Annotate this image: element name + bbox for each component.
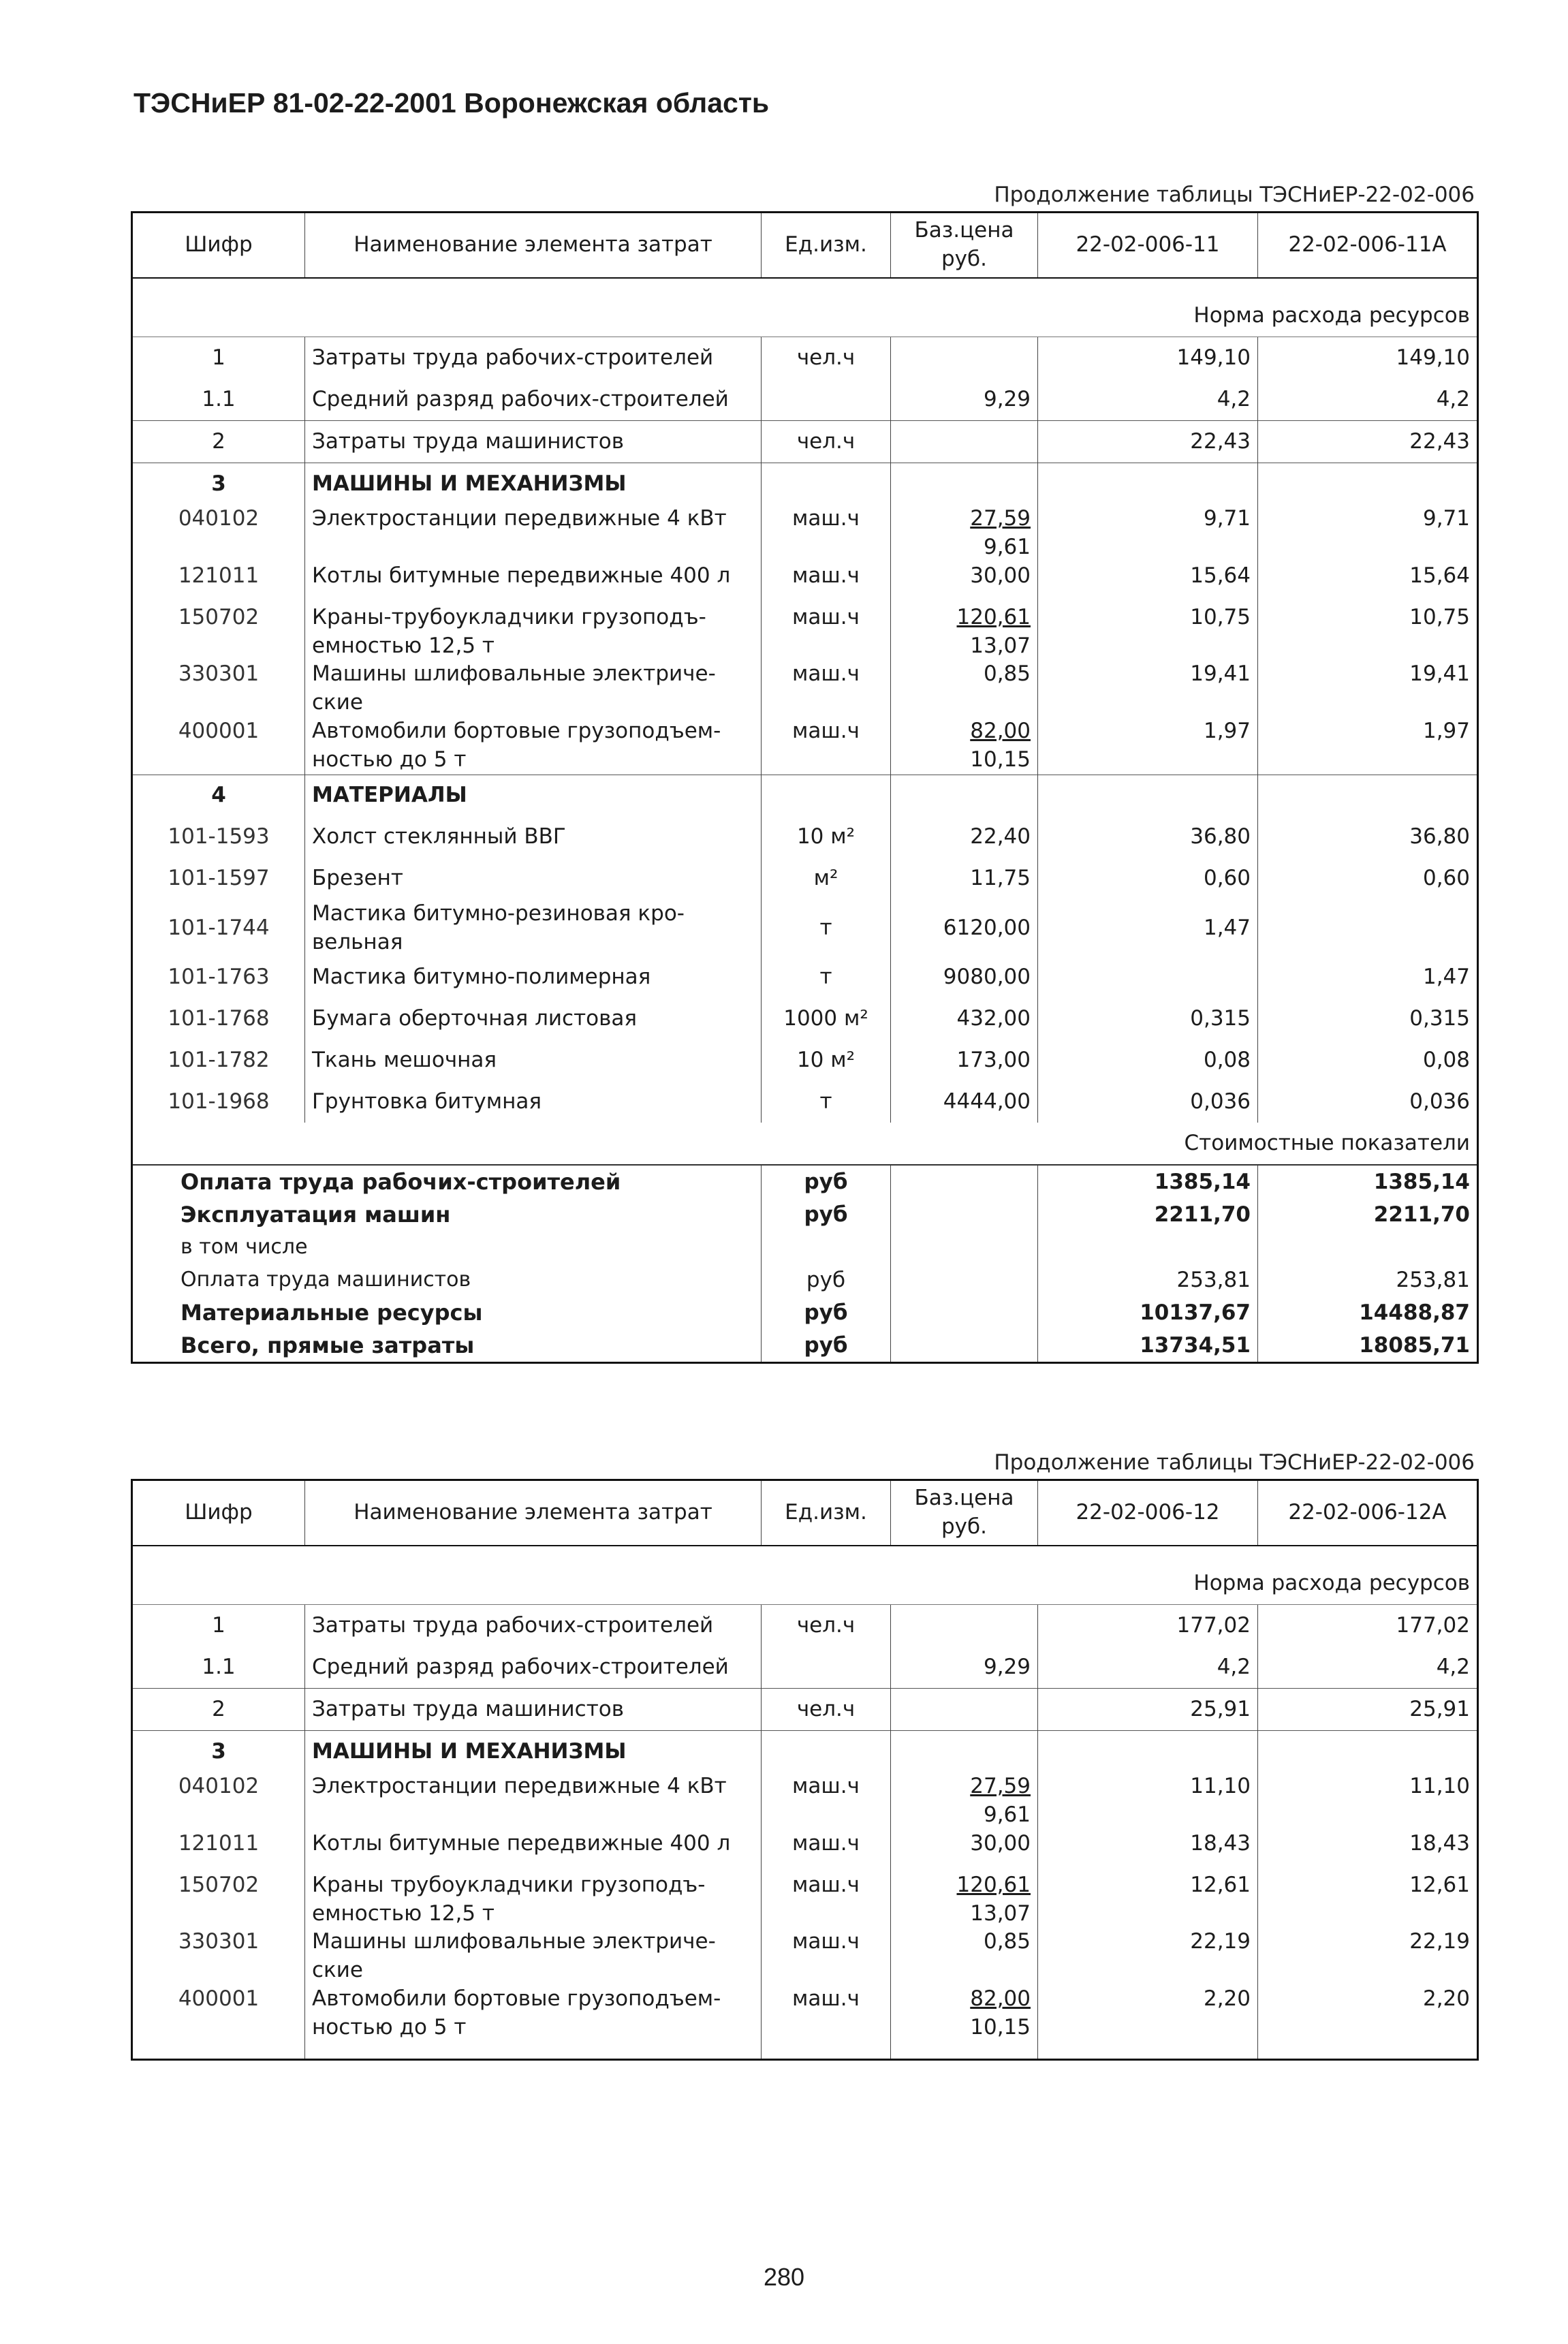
cost-name: Материальные ресурсы <box>132 1296 762 1329</box>
row-name: Холст стеклянный ВВГ <box>305 817 762 858</box>
base-price-machinist: 9,61 <box>983 534 1031 559</box>
base-price-cell <box>891 1871 1038 1928</box>
cost-name: Оплата труда рабочих-строителей <box>132 1165 762 1198</box>
empty-cell <box>891 1296 1038 1329</box>
section-row <box>132 463 1478 505</box>
row-name: Затраты труда рабочих-строителей <box>305 1605 762 1647</box>
cost-row <box>132 1329 1478 1363</box>
value-col-1: 1,97 <box>1038 717 1258 775</box>
table-caption: Стоимостные показатели <box>132 1123 1478 1165</box>
row-code: 1 <box>132 1605 305 1647</box>
row-name: Мастика битумно-полимерная <box>305 956 762 998</box>
row-unit: маш.ч <box>762 1928 891 1985</box>
cost-unit: руб <box>762 1329 891 1363</box>
base-price: 0,85 <box>983 1929 1031 1954</box>
value-col-1: 12,61 <box>1038 1871 1258 1928</box>
value-col-2: 0,60 <box>1258 858 1478 900</box>
row-name: Затраты труда машинистов <box>305 421 762 463</box>
cost-value-2: 2211,70 <box>1258 1198 1478 1231</box>
row-code: 101-1968 <box>132 1081 305 1123</box>
header-unit: Ед.изм. <box>762 1480 891 1546</box>
value-col-1: 18,43 <box>1038 1830 1258 1871</box>
base-price-machinist: 13,07 <box>970 1901 1031 1926</box>
row-unit: маш.ч <box>762 1830 891 1871</box>
row-name: Электростанции передвижные 4 кВт <box>305 505 762 562</box>
row-code: 101-1768 <box>132 998 305 1040</box>
row-name: Краны-трубоукладчики грузоподъ-емностью 12,5 т <box>305 604 762 661</box>
value-col-2: 2,20 <box>1258 1985 1478 2042</box>
empty-cell <box>891 1165 1038 1198</box>
base-price: 432,00 <box>891 998 1038 1040</box>
table-row <box>132 562 1478 604</box>
value-col-2: 19,41 <box>1258 660 1478 717</box>
empty-cell <box>762 1731 891 1773</box>
value-col-2: 1,47 <box>1258 956 1478 998</box>
row-code: 2 <box>132 1689 305 1731</box>
row-name: Машины шлифовальные электриче-ские <box>305 660 762 717</box>
table-row <box>132 1871 1478 1928</box>
table-row <box>132 717 1478 775</box>
value-col-1: 22,43 <box>1038 421 1258 463</box>
value-col-1: 149,10 <box>1038 337 1258 379</box>
row-name: Котлы битумные передвижные 400 л <box>305 562 762 604</box>
row-code: 101-1593 <box>132 817 305 858</box>
empty-cell <box>305 2042 762 2060</box>
value-col-2: 36,80 <box>1258 817 1478 858</box>
row-name: Средний разряд рабочих-строителей <box>305 379 762 421</box>
value-col-1: 36,80 <box>1038 817 1258 858</box>
value-col-1: 1,47 <box>1038 900 1258 957</box>
row-unit: маш.ч <box>762 505 891 562</box>
empty-cell <box>1038 1731 1258 1773</box>
base-price-cell <box>891 562 1038 604</box>
base-price-cell <box>891 1830 1038 1871</box>
empty-cell <box>1258 463 1478 505</box>
table-row <box>132 1928 1478 1985</box>
value-col-2: 9,71 <box>1258 505 1478 562</box>
value-col-2: 0,036 <box>1258 1081 1478 1123</box>
row-name: Затраты труда машинистов <box>305 1689 762 1731</box>
empty-cell <box>891 2042 1038 2060</box>
spacer-row <box>132 278 1478 295</box>
base-price: 6120,00 <box>891 900 1038 957</box>
value-col-2: 15,64 <box>1258 562 1478 604</box>
table-row <box>132 900 1478 957</box>
cost-name: Эксплуатация машин <box>132 1198 762 1231</box>
cost-value-1: 253,81 <box>1038 1264 1258 1296</box>
header-base-price: Баз.цена руб. <box>891 1480 1038 1546</box>
row-name: Грунтовка битумная <box>305 1081 762 1123</box>
empty-cell <box>891 1264 1038 1296</box>
header-unit: Ед.изм. <box>762 213 891 279</box>
resource-table-1 <box>131 211 1479 1364</box>
row-unit: т <box>762 1081 891 1123</box>
value-col-1: 177,02 <box>1038 1605 1258 1647</box>
table-row <box>132 379 1478 421</box>
base-price: 120,61 <box>956 1872 1031 1897</box>
value-col-1: 0,315 <box>1038 998 1258 1040</box>
base-price: 30,00 <box>970 563 1031 588</box>
row-code: 400001 <box>132 717 305 775</box>
empty-cell <box>891 775 1038 817</box>
table-row <box>132 998 1478 1040</box>
base-price <box>891 421 1038 463</box>
section-row <box>132 775 1478 817</box>
header-name: Наименование элемента затрат <box>305 1480 762 1546</box>
table-row <box>132 604 1478 661</box>
base-price: 82,00 <box>970 1986 1031 2012</box>
header-col-2: 22-02-006-11А <box>1258 213 1478 279</box>
value-col-1: 0,036 <box>1038 1081 1258 1123</box>
empty-cell <box>891 1329 1038 1363</box>
cost-value-2: 14488,87 <box>1258 1296 1478 1329</box>
empty-cell <box>1258 775 1478 817</box>
cost-name: в том числе <box>132 1231 762 1264</box>
row-unit: т <box>762 900 891 957</box>
empty-cell <box>132 2042 305 2060</box>
header-row <box>132 213 1478 279</box>
table-row <box>132 1040 1478 1081</box>
row-unit <box>762 379 891 421</box>
cost-unit: руб <box>762 1264 891 1296</box>
table-row <box>132 1772 1478 1830</box>
table-caption: Норма расхода ресурсов <box>132 1563 1478 1605</box>
table-row <box>132 660 1478 717</box>
row-unit: чел.ч <box>762 421 891 463</box>
row-unit: маш.ч <box>762 660 891 717</box>
cost-value-1: 2211,70 <box>1038 1198 1258 1231</box>
cost-value-2 <box>1258 1231 1478 1264</box>
spacer <box>132 278 1478 295</box>
value-col-1 <box>1038 956 1258 998</box>
cost-unit <box>762 1231 891 1264</box>
spacer-row <box>132 2042 1478 2060</box>
row-unit: чел.ч <box>762 337 891 379</box>
table-row <box>132 1081 1478 1123</box>
cost-value-2: 1385,14 <box>1258 1165 1478 1198</box>
base-price-machinist: 10,15 <box>970 2014 1031 2040</box>
empty-cell <box>762 2042 891 2060</box>
value-col-1: 19,41 <box>1038 660 1258 717</box>
base-price-cell <box>891 604 1038 661</box>
cost-value-2: 253,81 <box>1258 1264 1478 1296</box>
value-col-1: 4,2 <box>1038 379 1258 421</box>
caption-row <box>132 295 1478 337</box>
cost-value-2: 18085,71 <box>1258 1329 1478 1363</box>
header-col-2: 22-02-006-12А <box>1258 1480 1478 1546</box>
cost-row <box>132 1231 1478 1264</box>
cost-unit: руб <box>762 1198 891 1231</box>
value-col-1: 9,71 <box>1038 505 1258 562</box>
table-row <box>132 1646 1478 1689</box>
row-unit: чел.ч <box>762 1689 891 1731</box>
row-code: 400001 <box>132 1985 305 2042</box>
empty-cell <box>891 463 1038 505</box>
header-col-1: 22-02-006-11 <box>1038 213 1258 279</box>
value-col-1: 22,19 <box>1038 1928 1258 1985</box>
base-price: 9,29 <box>891 379 1038 421</box>
header-row <box>132 1480 1478 1546</box>
base-price-cell <box>891 717 1038 775</box>
base-price: 27,59 <box>970 506 1031 531</box>
row-code: 150702 <box>132 1871 305 1928</box>
spacer-row <box>132 1546 1478 1563</box>
row-code: 101-1763 <box>132 956 305 998</box>
caption-row <box>132 1123 1478 1165</box>
row-name: Электростанции передвижные 4 кВт <box>305 1772 762 1830</box>
row-code: 040102 <box>132 1772 305 1830</box>
row-code: 150702 <box>132 604 305 661</box>
empty-cell <box>891 1731 1038 1773</box>
row-unit: 10 м² <box>762 817 891 858</box>
value-col-1: 15,64 <box>1038 562 1258 604</box>
row-code: 101-1744 <box>132 900 305 957</box>
value-col-2: 10,75 <box>1258 604 1478 661</box>
table-row <box>132 421 1478 463</box>
base-price: 0,85 <box>983 661 1031 687</box>
caption-row <box>132 1563 1478 1605</box>
value-col-1: 0,60 <box>1038 858 1258 900</box>
base-price: 22,40 <box>891 817 1038 858</box>
row-unit: маш.ч <box>762 604 891 661</box>
header-name: Наименование элемента затрат <box>305 213 762 279</box>
cost-value-1: 1385,14 <box>1038 1165 1258 1198</box>
value-col-2: 149,10 <box>1258 337 1478 379</box>
table-row <box>132 817 1478 858</box>
base-price <box>891 1689 1038 1731</box>
value-col-1: 25,91 <box>1038 1689 1258 1731</box>
row-code: 330301 <box>132 1928 305 1985</box>
base-price: 9,29 <box>891 1646 1038 1689</box>
empty-cell <box>1258 1731 1478 1773</box>
row-code: 121011 <box>132 562 305 604</box>
base-price-cell <box>891 660 1038 717</box>
row-name: Котлы битумные передвижные 400 л <box>305 1830 762 1871</box>
row-code: 2 <box>132 421 305 463</box>
table-row <box>132 858 1478 900</box>
base-price-cell <box>891 1928 1038 1985</box>
resource-table-2 <box>131 1479 1479 2061</box>
row-code: 1 <box>132 337 305 379</box>
table-row <box>132 505 1478 562</box>
cost-unit: руб <box>762 1296 891 1329</box>
value-col-2: 0,315 <box>1258 998 1478 1040</box>
table-row <box>132 337 1478 379</box>
page-number: 280 <box>763 2263 805 2291</box>
empty-cell <box>762 775 891 817</box>
row-code: 1.1 <box>132 379 305 421</box>
value-col-1: 2,20 <box>1038 1985 1258 2042</box>
value-col-2: 0,08 <box>1258 1040 1478 1081</box>
base-price-cell <box>891 1985 1038 2042</box>
value-col-2: 18,43 <box>1258 1830 1478 1871</box>
header-code: Шифр <box>132 213 305 279</box>
row-code: 330301 <box>132 660 305 717</box>
base-price: 9080,00 <box>891 956 1038 998</box>
value-col-1: 10,75 <box>1038 604 1258 661</box>
header-col-1: 22-02-006-12 <box>1038 1480 1258 1546</box>
table-row <box>132 956 1478 998</box>
row-name: Бумага оберточная листовая <box>305 998 762 1040</box>
empty-cell <box>1038 2042 1258 2060</box>
cost-row <box>132 1165 1478 1198</box>
row-unit: т <box>762 956 891 998</box>
base-price <box>891 1605 1038 1647</box>
empty-cell <box>1038 463 1258 505</box>
row-name: Средний разряд рабочих-строителей <box>305 1646 762 1689</box>
base-price-cell <box>891 505 1038 562</box>
base-price: 11,75 <box>891 858 1038 900</box>
row-unit <box>762 1646 891 1689</box>
cost-value-1 <box>1038 1231 1258 1264</box>
cost-name: Оплата труда машинистов <box>132 1264 762 1296</box>
section-code: 3 <box>132 463 305 505</box>
value-col-2: 12,61 <box>1258 1871 1478 1928</box>
value-col-2: 22,19 <box>1258 1928 1478 1985</box>
base-price-cell <box>891 1772 1038 1830</box>
value-col-2: 25,91 <box>1258 1689 1478 1731</box>
empty-cell <box>1038 775 1258 817</box>
cost-name: Всего, прямые затраты <box>132 1329 762 1363</box>
value-col-1: 0,08 <box>1038 1040 1258 1081</box>
row-name: Ткань мешочная <box>305 1040 762 1081</box>
value-col-2: 4,2 <box>1258 379 1478 421</box>
row-name: Мастика битумно-резиновая кро-вельная <box>305 900 762 957</box>
table-caption: Норма расхода ресурсов <box>132 295 1478 337</box>
base-price: 82,00 <box>970 719 1031 744</box>
base-price: 4444,00 <box>891 1081 1038 1123</box>
cost-unit: руб <box>762 1165 891 1198</box>
section-code: 4 <box>132 775 305 817</box>
table-row <box>132 1985 1478 2042</box>
table-continuation-caption: Продолжение таблицы ТЭСНиЕР-22-02-006 <box>994 1450 1475 1475</box>
document-title: ТЭСНиЕР 81-02-22-2001 Воронежская область <box>134 87 770 119</box>
value-col-2 <box>1258 900 1478 957</box>
row-unit: маш.ч <box>762 562 891 604</box>
section-row <box>132 1731 1478 1773</box>
row-name: Автомобили бортовые грузоподъем-ностью до 5 т <box>305 1985 762 2042</box>
row-unit: маш.ч <box>762 1871 891 1928</box>
table-row <box>132 1689 1478 1731</box>
row-unit: маш.ч <box>762 1772 891 1830</box>
section-title: МАШИНЫ И МЕХАНИЗМЫ <box>305 1731 762 1773</box>
header-base-price: Баз.цена руб. <box>891 213 1038 279</box>
cost-row <box>132 1198 1478 1231</box>
cost-value-1: 10137,67 <box>1038 1296 1258 1329</box>
section-title: МАШИНЫ И МЕХАНИЗМЫ <box>305 463 762 505</box>
row-name: Краны трубоукладчики грузоподъ-емностью 12,5 т <box>305 1871 762 1928</box>
row-code: 101-1782 <box>132 1040 305 1081</box>
section-title: МАТЕРИАЛЫ <box>305 775 762 817</box>
row-code: 040102 <box>132 505 305 562</box>
base-price <box>891 337 1038 379</box>
empty-cell <box>1258 2042 1478 2060</box>
row-unit: маш.ч <box>762 717 891 775</box>
base-price: 27,59 <box>970 1774 1031 1798</box>
empty-cell <box>891 1198 1038 1231</box>
row-unit: 1000 м² <box>762 998 891 1040</box>
row-code: 101-1597 <box>132 858 305 900</box>
row-unit: м² <box>762 858 891 900</box>
row-name: Брезент <box>305 858 762 900</box>
value-col-2: 177,02 <box>1258 1605 1478 1647</box>
value-col-1: 11,10 <box>1038 1772 1258 1830</box>
empty-cell <box>891 1231 1038 1264</box>
base-price: 30,00 <box>970 1830 1031 1856</box>
value-col-2: 22,43 <box>1258 421 1478 463</box>
table-row <box>132 1830 1478 1871</box>
empty-cell <box>762 463 891 505</box>
row-unit: маш.ч <box>762 1985 891 2042</box>
base-price-machinist: 13,07 <box>970 633 1031 658</box>
header-code: Шифр <box>132 1480 305 1546</box>
spacer <box>132 1546 1478 1563</box>
value-col-1: 4,2 <box>1038 1646 1258 1689</box>
base-price-machinist: 10,15 <box>970 747 1031 772</box>
cost-row <box>132 1264 1478 1296</box>
row-unit: 10 м² <box>762 1040 891 1081</box>
row-name: Затраты труда рабочих-строителей <box>305 337 762 379</box>
table-continuation-caption: Продолжение таблицы ТЭСНиЕР-22-02-006 <box>994 183 1475 207</box>
cost-value-1: 13734,51 <box>1038 1329 1258 1363</box>
value-col-2: 11,10 <box>1258 1772 1478 1830</box>
table-row <box>132 1605 1478 1647</box>
base-price: 173,00 <box>891 1040 1038 1081</box>
base-price-machinist: 9,61 <box>983 1802 1031 1827</box>
row-code: 1.1 <box>132 1646 305 1689</box>
value-col-2: 4,2 <box>1258 1646 1478 1689</box>
cost-row <box>132 1296 1478 1329</box>
base-price: 120,61 <box>956 604 1031 629</box>
section-code: 3 <box>132 1731 305 1773</box>
row-name: Машины шлифовальные электриче-ские <box>305 1928 762 1985</box>
row-name: Автомобили бортовые грузоподъем-ностью до 5 т <box>305 717 762 775</box>
row-unit: чел.ч <box>762 1605 891 1647</box>
value-col-2: 1,97 <box>1258 717 1478 775</box>
row-code: 121011 <box>132 1830 305 1871</box>
